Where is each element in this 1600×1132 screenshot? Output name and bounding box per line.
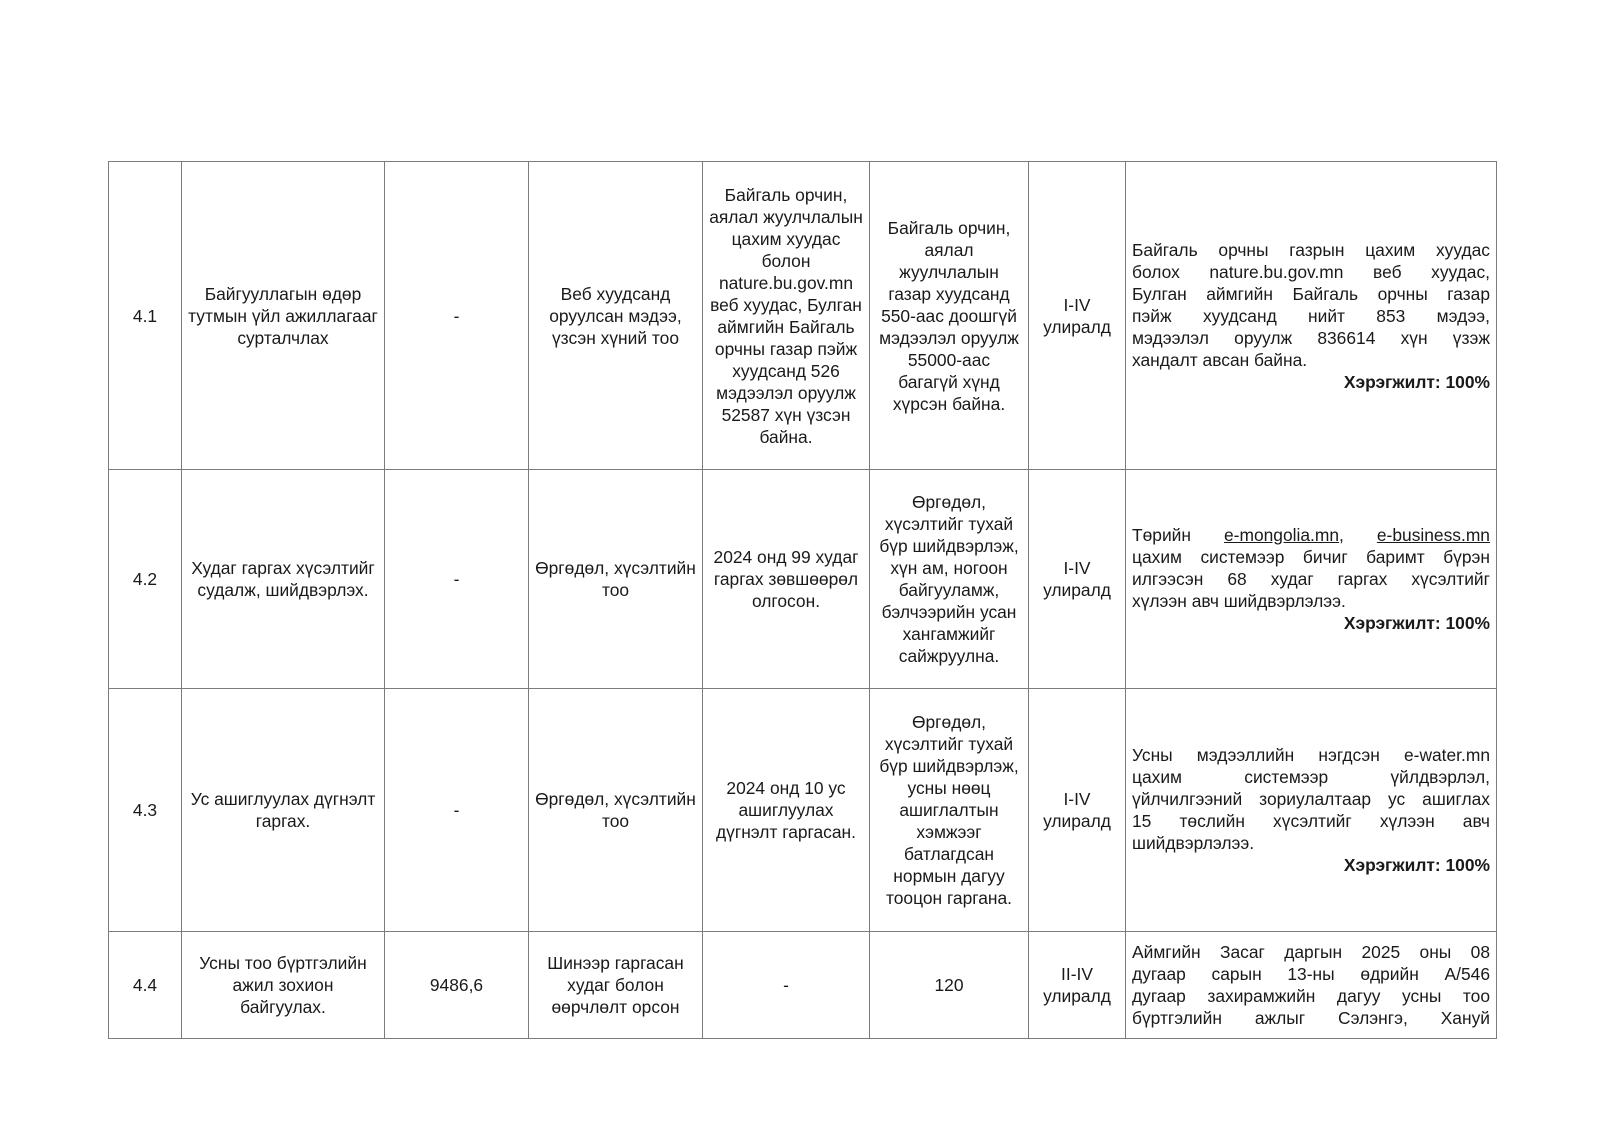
row-number: 4.2: [109, 470, 182, 689]
result-line: Байгаль орчны газрын цахим хуудас: [1132, 239, 1490, 260]
indicator-cell: Өргөдөл, хүсэлтийн тоо: [529, 689, 703, 932]
target-cell: Өргөдөл, хүсэлтийг тухай бүр шийдвэрлэж, хүн ам, ногоон байгууламж, бэлчээрийн усан хангамжийг сайжруулна.: [870, 470, 1029, 689]
task-cell: Худаг гаргах хүсэлтийг судалж, шийдвэрлэх.: [182, 470, 385, 689]
baseline-cell: 2024 онд 99 худаг гаргах зөвшөөрөл олгосон.: [703, 470, 870, 689]
result-line: мэдээлэл оруулж 836614 хүн үзэж: [1132, 327, 1490, 348]
target-cell: Өргөдөл, хүсэлтийг тухай бүр шийдвэрлэж, усны нөөц ашиглалтын хэмжээг батлагдсан нормын дагуу тооцон гаргана.: [870, 689, 1029, 932]
table-row: [109, 932, 1497, 1039]
row-number: 4.1: [109, 162, 182, 470]
table-row: [109, 162, 1497, 470]
target-cell: 120: [870, 932, 1029, 1039]
result-cell: [1126, 162, 1497, 470]
e-business-link[interactable]: e-business.mn: [1376, 525, 1490, 545]
period-cell: II-IV улиралд: [1029, 932, 1126, 1039]
baseline-cell: 2024 онд 10 ус ашиглуулах дүгнэлт гаргасан.: [703, 689, 870, 932]
result-line: илгээсэн 68 худаг гаргах хүсэлтийг: [1132, 569, 1490, 589]
task-cell: Байгууллагын өдөр тутмын үйл ажиллагааг сурталчлах: [182, 162, 385, 470]
target-cell: Байгаль орчин, аялал жуулчлалын газар хуудсанд 550-аас доошгүй мэдээлэл оруулж 55000-аас багагүй хүнд хүрсэн байна.: [870, 162, 1029, 470]
result-cell: [1126, 470, 1497, 689]
result-line: хандалт авсан байна.: [1132, 349, 1308, 370]
implementation-rate: Хэрэгжилт: 100%: [1343, 855, 1490, 875]
indicator-cell: Өргөдөл, хүсэлтийн тоо: [529, 470, 703, 689]
period-cell: I-IV улиралд: [1029, 689, 1126, 932]
result-line: үйлчилгээний зориулалтаар ус ашиглах: [1132, 789, 1490, 809]
period-cell: I-IV улиралд: [1029, 470, 1126, 689]
result-line: 15 төслийн хүсэлтийг хүлээн авч: [1132, 811, 1490, 831]
task-cell: Ус ашиглуулах дүгнэлт гаргах.: [182, 689, 385, 932]
baseline-cell: -: [703, 932, 870, 1039]
result-line: Усны мэдээллийн нэгдсэн e-water.mn: [1132, 745, 1490, 765]
budget-cell: -: [385, 162, 529, 470]
result-line: [1132, 524, 1490, 546]
result-cell: [1126, 932, 1497, 1039]
row-number: 4.3: [109, 689, 182, 932]
indicator-cell: Шинээр гаргасан худаг болон өөрчлөлт орсон: [529, 932, 703, 1039]
result-line: дугаар сарын 13-ны өдрийн А/546: [1132, 964, 1490, 984]
result-line: бүртгэлийн ажлыг Сэлэнгэ, Хануй: [1132, 1008, 1490, 1028]
table-row: [109, 470, 1497, 689]
budget-cell: -: [385, 689, 529, 932]
result-line: хүлээн авч шийдвэрлэлээ.: [1132, 591, 1346, 611]
result-text: Төрийн: [1132, 525, 1225, 545]
budget-cell: 9486,6: [385, 932, 529, 1039]
result-line: цахим системээр үйлдвэрлэл,: [1132, 767, 1490, 787]
row-number: 4.4: [109, 932, 182, 1039]
implementation-rate: Хэрэгжилт: 100%: [1343, 613, 1490, 633]
table-row: [109, 689, 1497, 932]
report-table: [108, 161, 1497, 1039]
e-mongolia-link[interactable]: e-mongolia.mn: [1224, 525, 1340, 545]
result-line: дугаар захирамжийн дагуу усны тоо: [1132, 986, 1490, 1006]
result-line: цахим системээр бичиг баримт бүрэн: [1132, 547, 1490, 567]
baseline-cell: Байгаль орчин, аялал жуулчлалын цахим хуудас болон nature.bu.gov.mn веб хуудас, Булган аймгийн Байгаль орчны газар пэйж хуудсанд 526 мэдээлэл оруулж 52587 хүн үзсэн байна.: [703, 162, 870, 470]
result-line: болох nature.bu.gov.mn веб хуудас,: [1132, 261, 1490, 282]
result-line: Булган аймгийн Байгаль орчны газар: [1132, 283, 1490, 304]
budget-cell: -: [385, 470, 529, 689]
result-line: Аймгийн Засаг даргын 2025 оны 08: [1132, 942, 1490, 962]
result-text: ,: [1339, 525, 1377, 545]
task-cell: Усны тоо бүртгэлийн ажил зохион байгуулах.: [182, 932, 385, 1039]
result-cell: [1126, 689, 1497, 932]
result-line: шийдвэрлэлээ.: [1132, 833, 1255, 853]
result-line: пэйж хуудсанд нийт 853 мэдээ,: [1132, 305, 1490, 326]
period-cell: I-IV улиралд: [1029, 162, 1126, 470]
indicator-cell: Веб хуудсанд оруулсан мэдээ, үзсэн хүний тоо: [529, 162, 703, 470]
implementation-rate: Хэрэгжилт: 100%: [1343, 371, 1490, 392]
